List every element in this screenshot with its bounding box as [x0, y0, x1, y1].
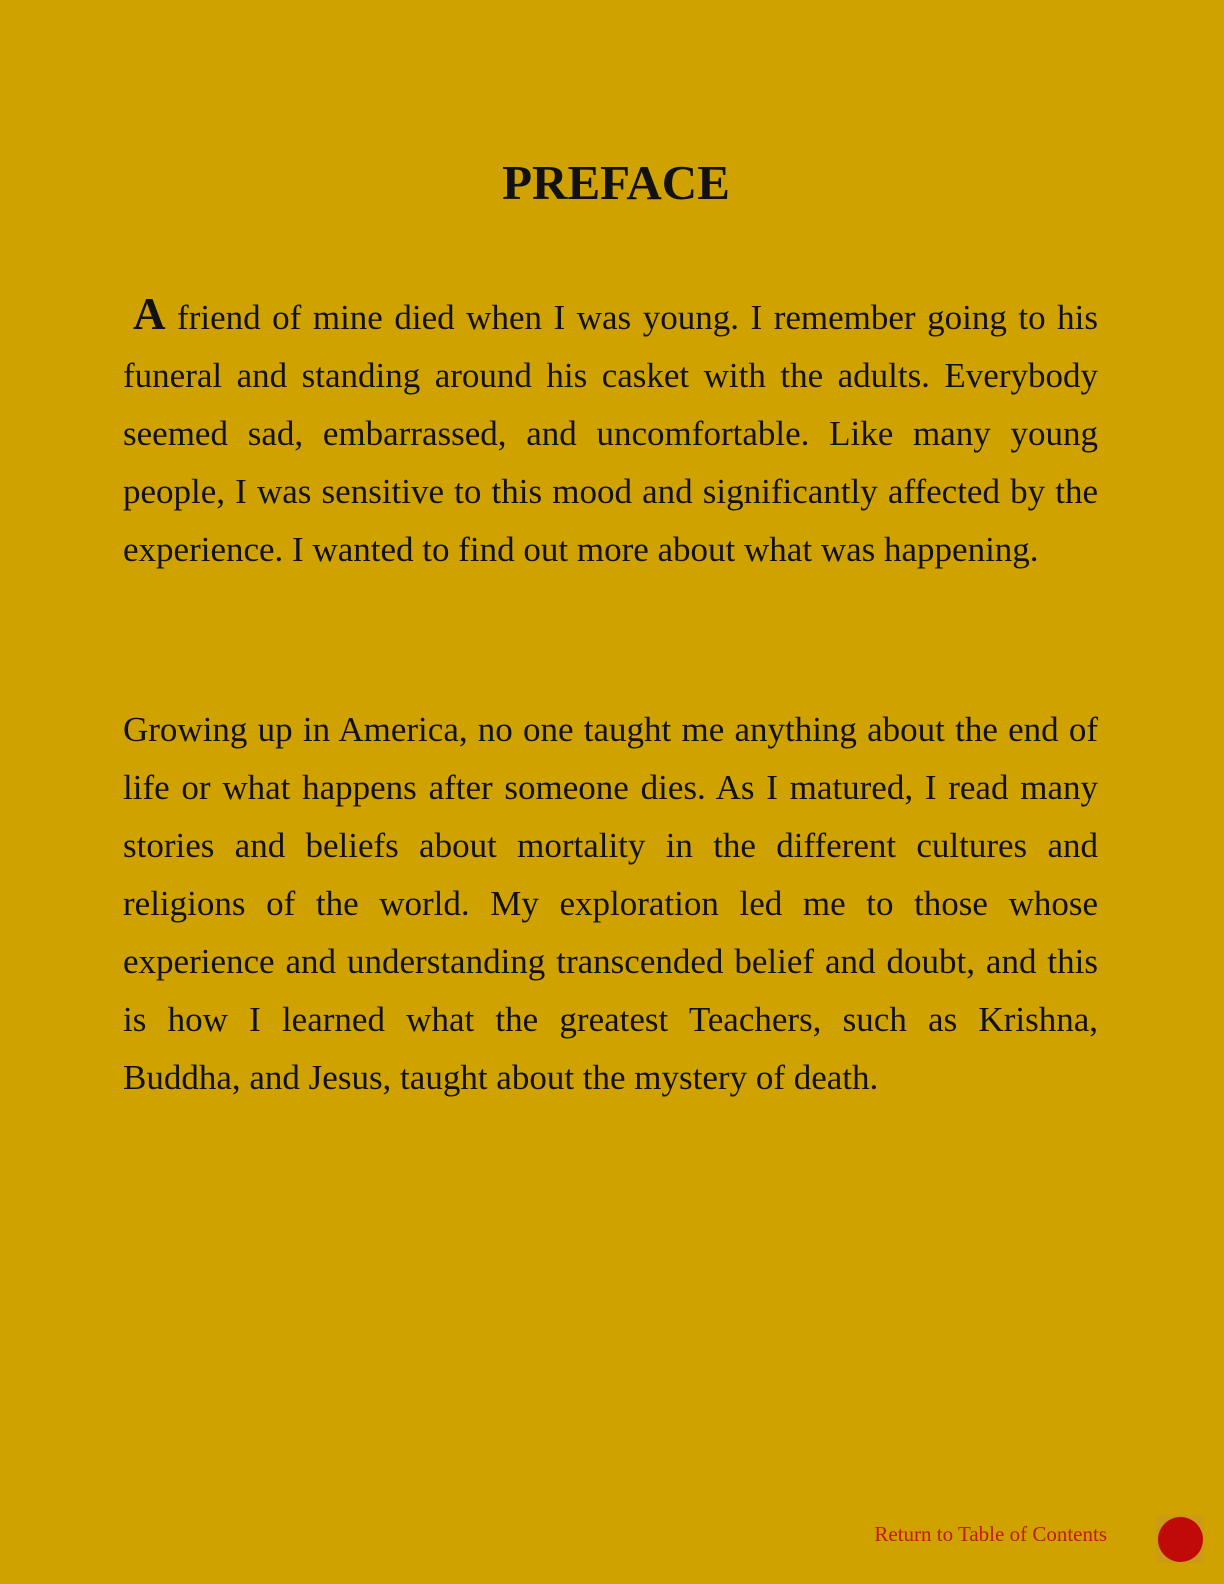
red-dot-icon: [1158, 1517, 1203, 1562]
paragraph-1-text: friend of mine died when I was young. I remember going to his funeral and standing around his casket with the adults. Everybody seemed sad, embarrassed, and uncomfortable. Like many young people, I was sensitive to this mood and significantly affected by the experience. I wanted to find out more about what was happening.: [123, 298, 1098, 569]
paragraph-1: [123, 285, 1098, 579]
dropcap-letter: A: [133, 289, 166, 339]
page-title: PREFACE: [502, 155, 730, 210]
return-to-toc-link[interactable]: Return to Table of Contents: [874, 1522, 1107, 1546]
return-button[interactable]: [1156, 1515, 1204, 1563]
paragraph-2: Growing up in America, no one taught me anything about the end of life or what happens after someone dies. As I matured, I read many stories and beliefs about mortality in the different cultures and religions of the world. My exploration led me to those whose experience and understanding transcended belief and doubt, and this is how I learned what the greatest Teachers, such as Krishna, Buddha, and Jesus, taught about the mystery of death.: [123, 710, 1098, 1097]
